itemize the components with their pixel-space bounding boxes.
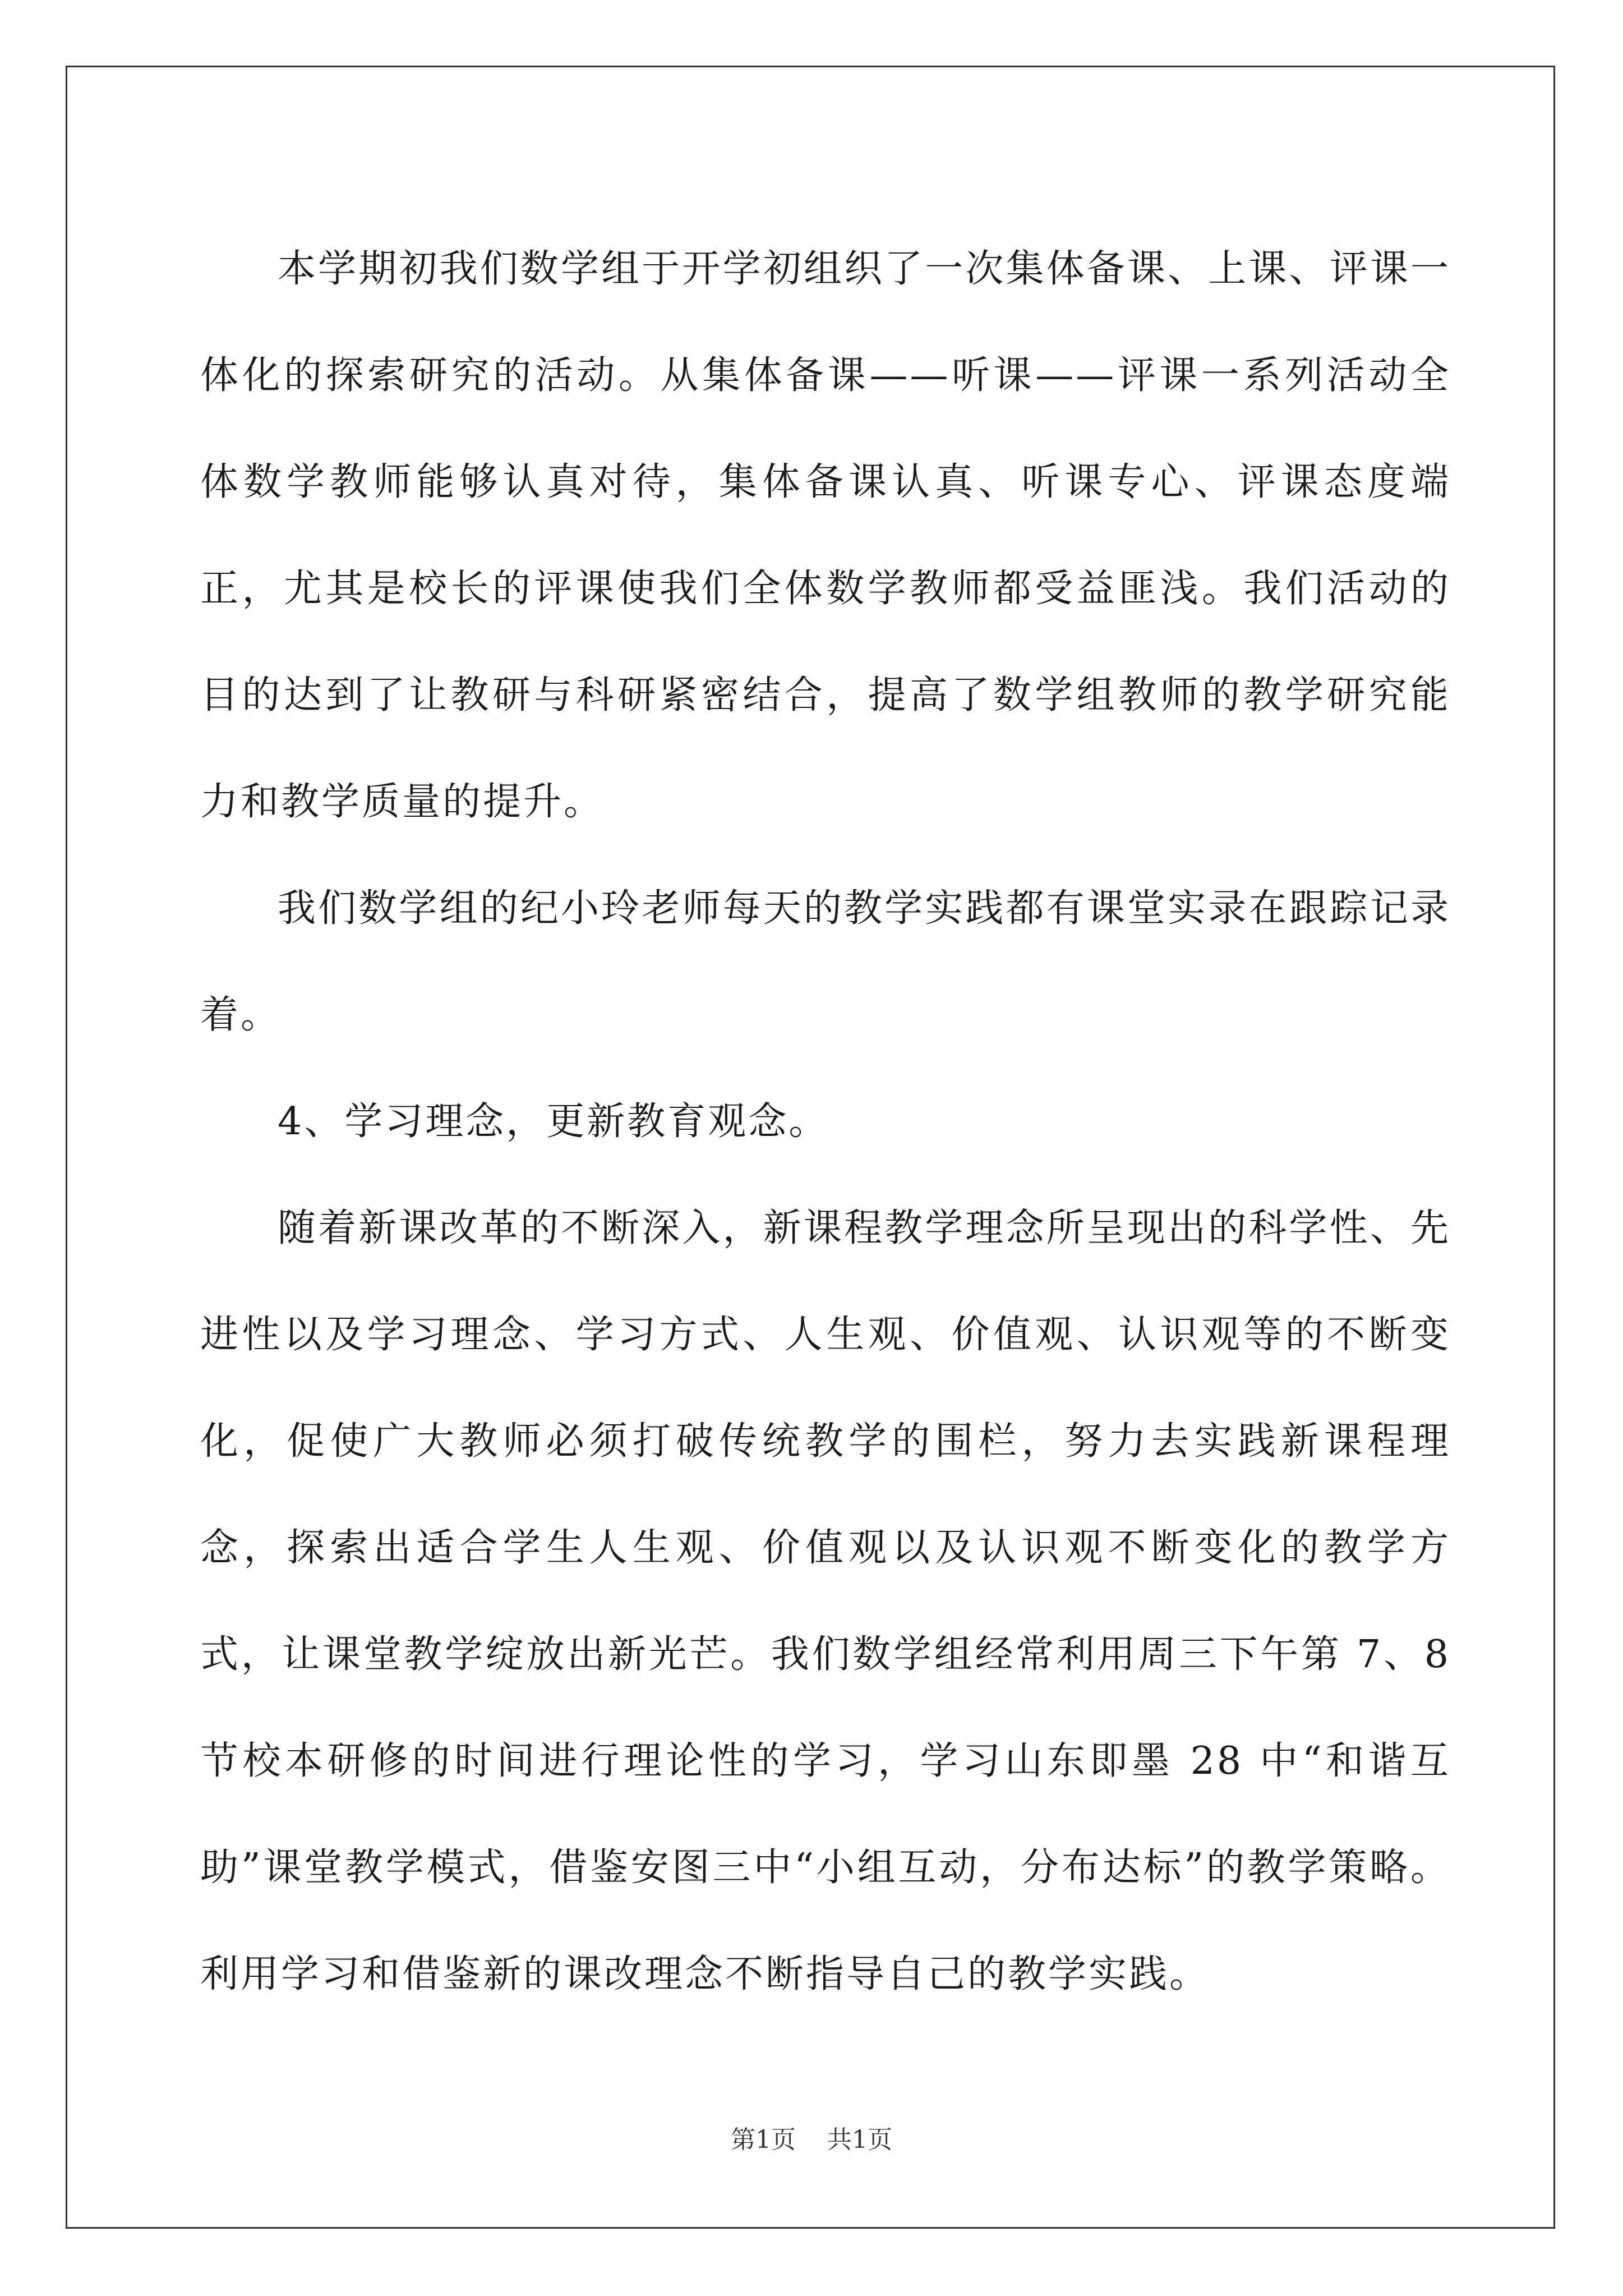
page-number-total: 共1页 xyxy=(827,2125,892,2154)
page-number-current: 第1页 xyxy=(731,2125,796,2154)
document-body xyxy=(200,216,1451,2028)
section-heading-learning-concepts: 4、学习理念，更新教育观念。 xyxy=(278,1099,829,1144)
paragraph-classroom-record: 我们数学组的纪小玲老师每天的教学实践都有课堂实录在跟踪记录着。 xyxy=(200,886,1451,1037)
paragraph-activity-summary: 本学期初我们数学组于开学初组织了一次集体备课、上课、评课一体化的探索研究的活动。从集体备课——听课——评课一系列活动全体数学教师能够认真对待，集体备课认真、听课专心、评课态度端正，尤其是校长的评课使我们全体数学教师都受益匪浅。我们活动的目的达到了让教研与科研紧密结合，提高了数学组教师的教学研究能力和教学质量的提升。 xyxy=(200,247,1451,824)
page-footer xyxy=(0,2123,1623,2157)
paragraph-curriculum-reform: 随着新课改革的不断深入，新课程教学理念所呈现出的科学性、先进性以及学习理念、学习方式、人生观、价值观、认识观等的不断变化，促使广大教师必须打破传统教学的围栏，努力去实践新课程理念，探索出适合学生人生观、价值观以及认识观不断变化的教学方式，让课堂教学绽放出新光芒。我们数学组经常利用周三下午第 7、8 节校本研修的时间进行理论性的学习，学习山东即墨 28 中“和谐互助”课堂教学模式，借鉴安图三中“小组互动，分布达标”的教学策略。利用学习和借鉴新的课改理念不断指导自己的教学实践。 xyxy=(200,1206,1451,1996)
